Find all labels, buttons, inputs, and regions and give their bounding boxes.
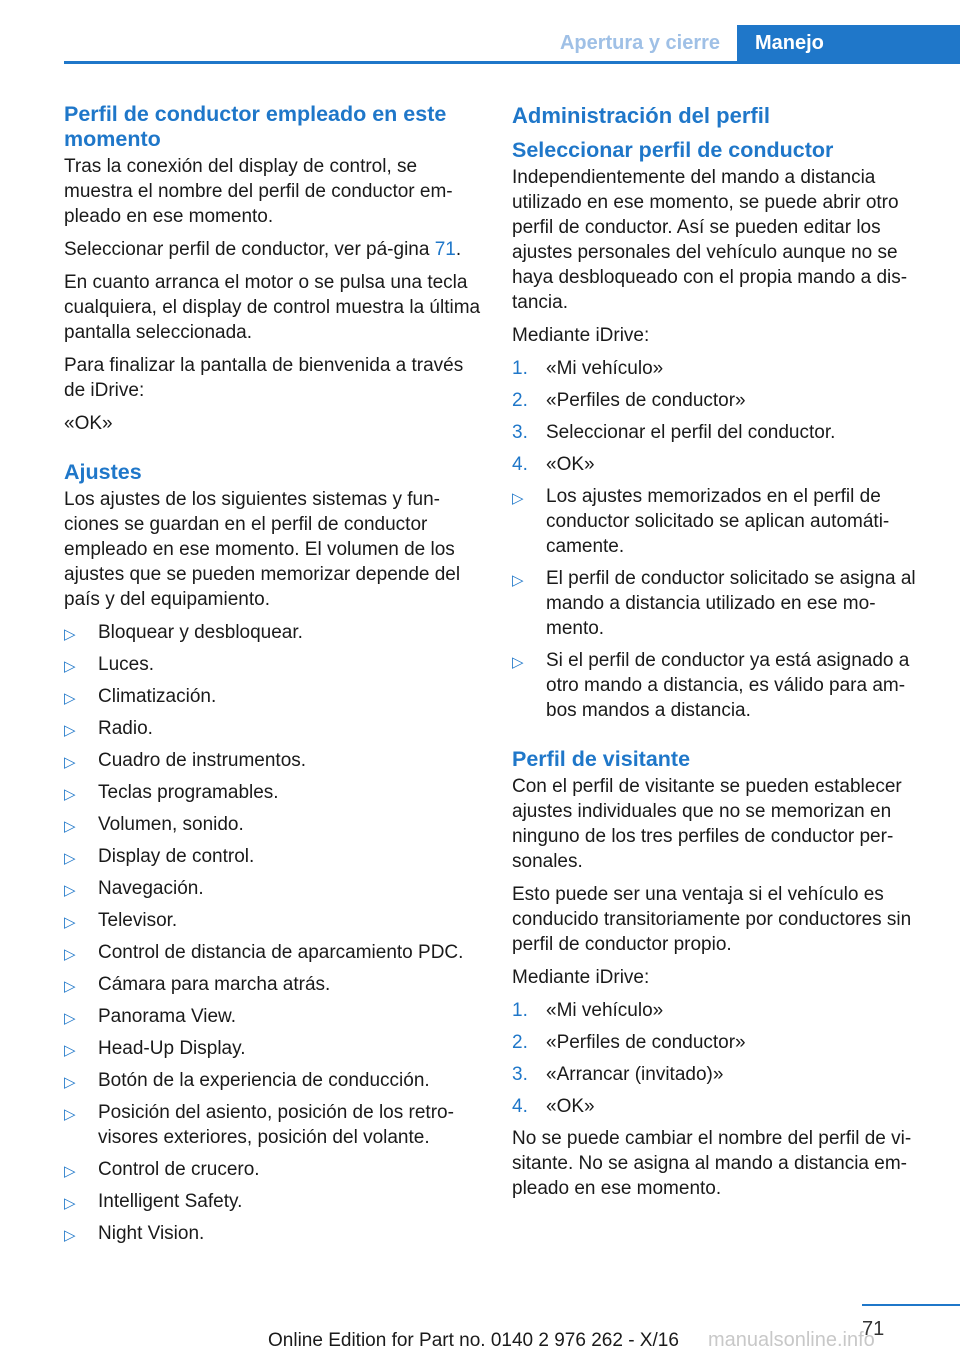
p2-text: Seleccionar perfil de conductor, ver pá‐gina bbox=[64, 239, 435, 260]
right-column bbox=[512, 102, 932, 1209]
current-profile-p2 bbox=[64, 237, 484, 262]
note-item: ▷ El perfil de conductor solicitado se asigna al mando a distancia utilizado en ese mo‐mento. bbox=[512, 568, 916, 639]
triangle-bullet-icon: ▷ bbox=[64, 658, 76, 675]
current-profile-p1: Tras la conexión del display de control, se muestra el nombre del perfil de conductor em‐pleado en ese momento. bbox=[64, 156, 453, 227]
triangle-bullet-icon: ▷ bbox=[64, 978, 76, 995]
header-rule bbox=[64, 61, 960, 64]
section-tab: Apertura y cierre bbox=[559, 32, 721, 54]
step-item: 1. «Mi vehículo» bbox=[512, 1000, 664, 1021]
page-number: 71 bbox=[862, 1318, 885, 1340]
select-intro: Independientemente del mando a distancia utilizado en ese momento, se puede abrir otro perfil de conductor. Así se pueden editar los ajustes personales del vehículo aunque no se haya desbloqueado con el propia mando a dis‐tancia. bbox=[512, 167, 908, 313]
settings-list bbox=[64, 620, 484, 1246]
list-item: ▷ Televisor. bbox=[64, 908, 484, 933]
list-item: ▷ Climatización. bbox=[64, 684, 484, 709]
triangle-bullet-icon: ▷ bbox=[64, 882, 76, 899]
edition-text: Online Edition for Part no. 0140 2 976 262 - X/16 bbox=[268, 1330, 679, 1351]
triangle-bullet-icon: ▷ bbox=[64, 626, 76, 643]
list-item: ▷ Cámara para marcha atrás. bbox=[64, 972, 484, 997]
triangle-bullet-icon: ▷ bbox=[512, 490, 524, 507]
select-profile-heading: Seleccionar perfil de conductor bbox=[512, 138, 834, 162]
list-item: ▷ Navegación. bbox=[64, 876, 484, 901]
triangle-bullet-icon: ▷ bbox=[64, 722, 76, 739]
guest-steps bbox=[512, 998, 932, 1119]
list-item: ▷ Intelligent Safety. bbox=[64, 1189, 484, 1214]
list-item: ▷ Luces. bbox=[64, 652, 484, 677]
list-item: ▷ Display de control. bbox=[64, 844, 484, 869]
list-item: ▷ Control de crucero. bbox=[64, 1157, 484, 1182]
step-item: 1. «Mi vehículo» bbox=[512, 358, 664, 379]
current-profile-p5: «OK» bbox=[64, 413, 113, 434]
note-item: ▷ Si el perfil de conductor ya está asignado a otro mando a distancia, es válido para am‐bos mandos a distancia. bbox=[512, 650, 910, 721]
triangle-bullet-icon: ▷ bbox=[64, 1074, 76, 1091]
footer-rule bbox=[862, 1304, 960, 1306]
current-profile-p4: Para finalizar la pantalla de bienvenida a través de iDrive: bbox=[64, 355, 464, 401]
guest-p2: Esto puede ser una ventaja si el vehículo es conducido transitoriamente por conductores sin perfil de conductor propio. bbox=[512, 884, 912, 955]
triangle-bullet-icon: ▷ bbox=[64, 1227, 76, 1244]
settings-intro: Los ajustes de los siguientes sistemas y fun‐ciones se guardan en el perfil de conductor empleado en ese momento. El volumen de los ajustes que se pueden memorizar depende del país y del equipamiento. bbox=[64, 489, 461, 610]
step-item: 2. «Perfiles de conductor» bbox=[512, 1032, 746, 1053]
select-steps bbox=[512, 356, 932, 477]
page-ref-link[interactable]: 71 bbox=[434, 239, 456, 260]
triangle-bullet-icon: ▷ bbox=[64, 946, 76, 963]
guest-via: Mediante iDrive: bbox=[512, 967, 650, 988]
list-item: ▷ Night Vision. bbox=[64, 1221, 484, 1246]
chapter-tab: Manejo bbox=[737, 25, 960, 62]
list-item: ▷ Posición del asiento, posición de los retro‐visores exteriores, posición del volante. bbox=[64, 1102, 454, 1148]
triangle-bullet-icon: ▷ bbox=[64, 690, 76, 707]
note-item: ▷ Los ajustes memorizados en el perfil de conductor solicitado se aplican automáti‐camente. bbox=[512, 486, 890, 557]
step-item: 4. «OK» bbox=[512, 454, 595, 475]
list-item: ▷ Panorama View. bbox=[64, 1004, 484, 1029]
list-item: ▷ Head-Up Display. bbox=[64, 1036, 484, 1061]
current-profile-heading: Perfil de conductor empleado en este momento bbox=[64, 102, 447, 151]
p2-end: . bbox=[455, 239, 462, 260]
triangle-bullet-icon: ▷ bbox=[64, 754, 76, 771]
list-item: ▷ Cuadro de instrumentos. bbox=[64, 748, 484, 773]
triangle-bullet-icon: ▷ bbox=[64, 1163, 76, 1180]
triangle-bullet-icon: ▷ bbox=[512, 654, 524, 671]
current-profile-p3: En cuanto arranca el motor o se pulsa una tecla cualquiera, el display de control muestra la última pantalla seleccionada. bbox=[64, 272, 481, 343]
list-item: ▷ Botón de la experiencia de conducción. bbox=[64, 1068, 484, 1093]
step-item: 3. Seleccionar el perfil del conductor. bbox=[512, 422, 836, 443]
list-item: ▷ Bloquear y desbloquear. bbox=[64, 620, 484, 645]
triangle-bullet-icon: ▷ bbox=[64, 914, 76, 931]
step-item: 4. «OK» bbox=[512, 1096, 595, 1117]
list-item: ▷ Teclas programables. bbox=[64, 780, 484, 805]
guest-profile-heading: Perfil de visitante bbox=[512, 747, 691, 771]
list-item: ▷ Volumen, sonido. bbox=[64, 812, 484, 837]
list-item: ▷ Radio. bbox=[64, 716, 484, 741]
select-notes bbox=[512, 484, 932, 723]
select-via: Mediante iDrive: bbox=[512, 325, 650, 346]
triangle-bullet-icon: ▷ bbox=[64, 1106, 76, 1123]
guest-p3: No se puede cambiar el nombre del perfil de vi‐sitante. No se asigna al mando a distancia em‐pleado en ese momento. bbox=[512, 1128, 912, 1199]
triangle-bullet-icon: ▷ bbox=[64, 818, 76, 835]
triangle-bullet-icon: ▷ bbox=[512, 572, 524, 589]
triangle-bullet-icon: ▷ bbox=[64, 850, 76, 867]
triangle-bullet-icon: ▷ bbox=[64, 1042, 76, 1059]
triangle-bullet-icon: ▷ bbox=[64, 1010, 76, 1027]
settings-heading: Ajustes bbox=[64, 460, 142, 484]
triangle-bullet-icon: ▷ bbox=[64, 786, 76, 803]
step-item: 3. «Arrancar (invitado)» bbox=[512, 1064, 724, 1085]
guest-p1: Con el perfil de visitante se pueden establecer ajustes individuales que no se memorizan en ninguno de los tres perfiles de conductor per‐sonales. bbox=[512, 776, 902, 872]
triangle-bullet-icon: ▷ bbox=[64, 1195, 76, 1212]
left-column bbox=[64, 102, 484, 1253]
step-item: 2. «Perfiles de conductor» bbox=[512, 390, 746, 411]
list-item: ▷ Control de distancia de aparcamiento PDC. bbox=[64, 940, 484, 965]
admin-heading: Administración del perfil bbox=[512, 103, 770, 128]
watermark-text: manualsonline.info bbox=[708, 1329, 875, 1351]
